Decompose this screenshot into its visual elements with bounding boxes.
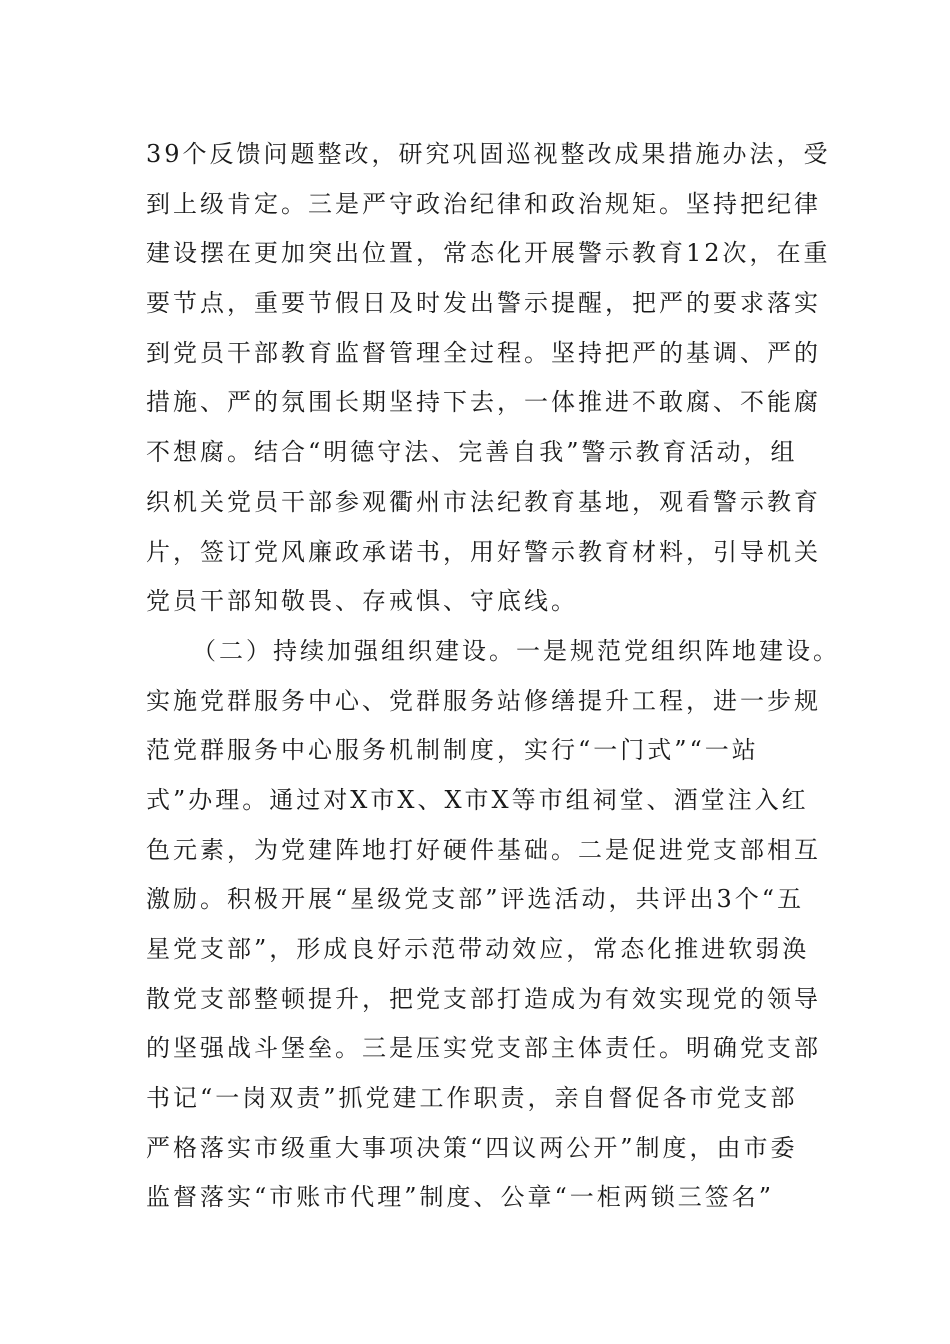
text-line: 范党群服务中心服务机制制度，实行“一门式”“一站 — [146, 736, 759, 765]
text-line: 色元素，为党建阵地打好硬件基础。二是促进党支部相互 — [146, 835, 821, 864]
body-text — [146, 130, 846, 1223]
text-line: 监督落实“市账市代理”制度、公章“一柜两锁三签名” — [146, 1183, 775, 1212]
text-line: 散党支部整顿提升，把党支部打造成为有效实现党的领导 — [146, 984, 821, 1013]
text-line: 到上级肯定。三是严守政治纪律和政治规矩。坚持把纪律 — [146, 189, 821, 218]
text-line: 激励。积极开展“星级党支部”评选活动，共评出3个“五 — [146, 885, 805, 914]
text-line: 星党支部”，形成良好示范带动效应，常态化推进软弱涣 — [146, 935, 810, 963]
text-line: 要节点，重要节假日及时发出警示提醒，把严的要求落实 — [146, 289, 821, 318]
section-heading-line: （二）持续加强组织建设。一是规范党组织阵地建设。 — [192, 636, 840, 665]
text-line: 片，签订党风廉政承诺书，用好警示教育材料，引导机关 — [146, 537, 821, 566]
text-line: 的坚强战斗堡垒。三是压实党支部主体责任。明确党支部 — [146, 1034, 821, 1063]
text-line: 39个反馈问题整改，研究巩固巡视整改成果措施办法，受 — [146, 140, 831, 168]
text-line: 不想腐。结合“明德守法、完善自我”警示教育活动，组 — [146, 438, 798, 467]
text-line: 式”办理。通过对X市X、X市X等市组祠堂、酒堂注入红 — [146, 785, 809, 814]
text-line: 到党员干部教育监督管理全过程。坚持把严的基调、严的 — [146, 338, 821, 367]
text-line: 严格落实市级重大事项决策“四议两公开”制度，由市委 — [146, 1133, 798, 1162]
text-line: 织机关党员干部参观衢州市法纪教育基地，观看警示教育 — [146, 487, 821, 516]
text-line: 书记“一岗双责”抓党建工作职责，亲自督促各市党支部 — [146, 1084, 798, 1113]
text-line: 实施党群服务中心、党群服务站修缮提升工程，进一步规 — [146, 686, 821, 715]
text-line: 建设摆在更加突出位置，常态化开展警示教育12次，在重 — [146, 239, 831, 268]
text-line: 措施、严的氛围长期坚持下去，一体推进不敢腐、不能腐 — [146, 388, 821, 417]
text-line: 党员干部知敬畏、存戒惧、守底线。 — [146, 587, 578, 616]
